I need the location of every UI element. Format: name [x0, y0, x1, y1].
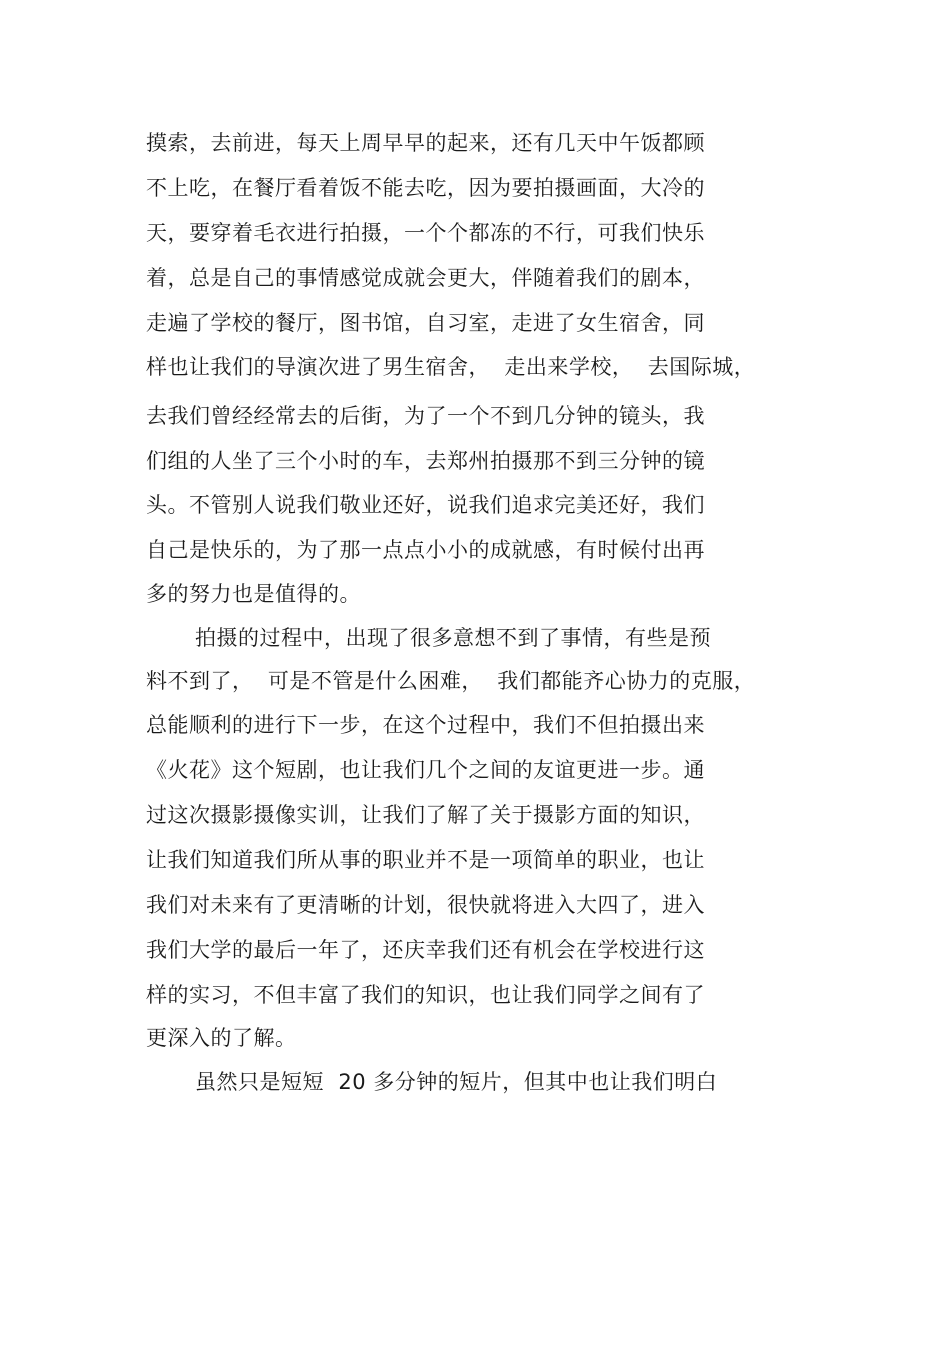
text-line: 样的实习，不但丰富了我们的知识，也让我们同学之间有了 — [146, 983, 705, 1007]
text-line: 我们大学的最后一年了，还庆幸我们还有机会在学校进行这 — [146, 938, 705, 962]
text-line: 更深入的了解。 — [146, 1026, 297, 1050]
text-line: 摸索，去前进，每天上周早早的起来，还有几天中午饭都顾 — [146, 131, 705, 155]
text-line: 总能顺利的进行下一步，在这个过程中，我们不但拍摄出来 — [146, 713, 705, 737]
text-line: 自己是快乐的，为了那一点点小小的成就感，有时候付出再 — [146, 538, 705, 562]
text-line: 头。不管别人说我们敬业还好，说我们追求完美还好，我们 — [146, 493, 705, 517]
text-line: 不上吃，在餐厅看着饭不能去吃，因为要拍摄画面，大冷的 — [146, 176, 705, 200]
text-line: 让我们知道我们所从事的职业并不是一项简单的职业，也让 — [146, 848, 705, 872]
text-line: 去我们曾经经常去的后街，为了一个不到几分钟的镜头，我 — [146, 404, 705, 428]
text-line: 天，要穿着毛衣进行拍摄，一个个都冻的不行，可我们快乐 — [146, 221, 705, 245]
text-line: 走遍了学校的餐厅，图书馆，自习室，走进了女生宿舍，同 — [146, 311, 705, 335]
text-line: 着，总是自己的事情感觉成就会更大，伴随着我们的剧本， — [146, 266, 705, 290]
text-line: 们组的人坐了三个小时的车，去郑州拍摄那不到三分钟的镜 — [146, 449, 705, 473]
text-line: 过这次摄影摄像实训，让我们了解了关于摄影方面的知识， — [146, 803, 705, 827]
text-line: 料不到了， 可是不管是什么困难， 我们都能齐心协力的克服， — [146, 669, 756, 693]
text-line: 我们对未来有了更清晰的计划，很快就将进入大四了，进入 — [146, 893, 705, 917]
text-line: 多的努力也是值得的。 — [146, 582, 361, 606]
text-line: 《火花》这个短剧，也让我们几个之间的友谊更进一步。通 — [146, 758, 705, 782]
paragraph-first-line: 拍摄的过程中，出现了很多意想不到了事情，有些是预 — [195, 626, 711, 650]
paragraph-first-line: 虽然只是短短 20 多分钟的短片，但其中也让我们明白 — [195, 1070, 718, 1094]
text-line: 样也让我们的导演次进了男生宿舍， 走出来学校， 去国际城， — [146, 355, 756, 379]
